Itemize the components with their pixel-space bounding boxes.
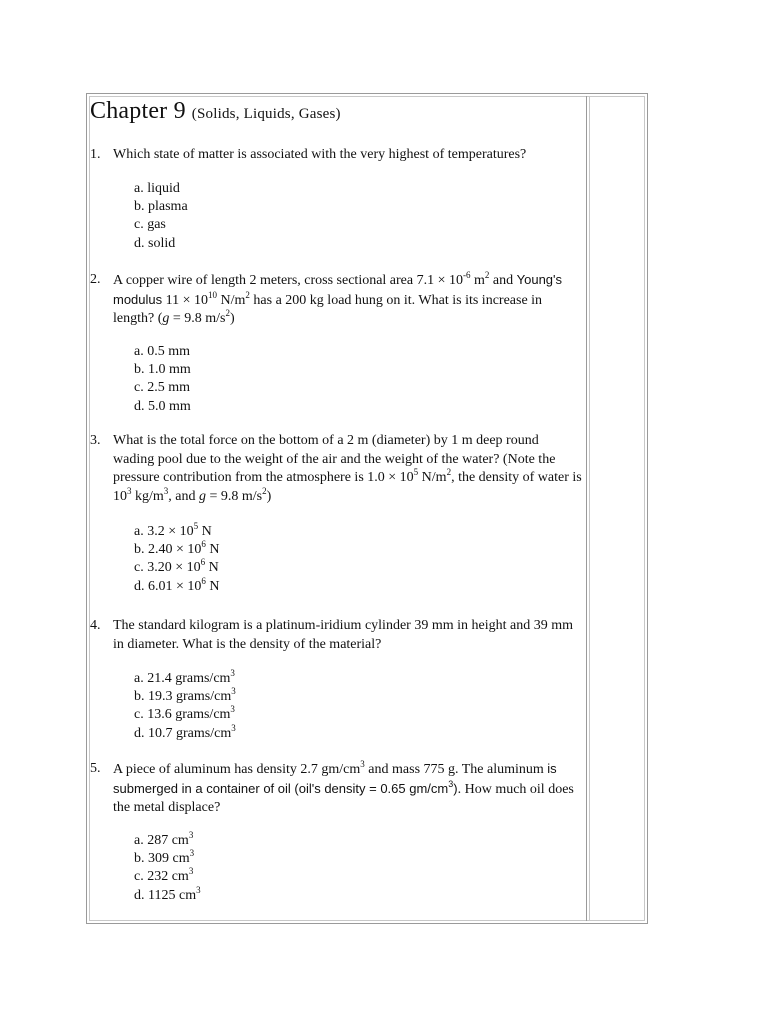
chapter-subtitle: (Solids, Liquids, Gases) (191, 106, 341, 122)
option: a. 287 $cm^3$ (134, 830, 194, 848)
question-text: The standard kilogram is a platinum-iridium cylinder 39 mm in height and 39 mm in diameter. What is the density of the material? (113, 618, 573, 652)
question-number: 3. (90, 433, 101, 448)
chapter-title: Chapter 9 (90, 98, 186, 124)
option: d. $6.01 \times 10^6$ N (134, 575, 220, 594)
question-text: A piece of aluminum has density 2.7 $gm/cm^3$ and mass 775 g. The aluminum is submerged in a container of oil (oil's density = 0.65 $gm/cm^3$). How much oil does the metal displace? (113, 759, 574, 815)
option: c. 232 $cm^3$ (134, 866, 194, 885)
option: c. 2.5 mm (134, 380, 190, 396)
option: b. 19.3 grams/$cm^3$ (134, 686, 236, 705)
question-number: 5. (90, 761, 101, 776)
question-text: What is the total force on the bottom of a 2 m (diameter) by 1 m deep round wading pool due to the weight of the air and the weight of the water? (Note the pressure contribution from the atmosphere is $1.0 \times 10^5$ $N/m^2$, the density of water is $10^3$ $kg/m^3$, and g = 9.8 $m/s^2$) (113, 433, 582, 504)
option: a. $3.2 \times 10^5$ N (134, 521, 212, 539)
question-text: A copper wire of length 2 meters, cross sectional area $7.1 \times 10^{-6}$ $m^2$ and Young's modulus $11 \times 10^{10}$ $N/m^2$ has a 200 kg load hung on it. What is its increase in length? (g = 9.8 $m/s^2$) (113, 270, 563, 326)
option: a. liquid (134, 181, 180, 196)
option: c. 13.6 grams/$cm^3$ (134, 704, 235, 723)
option: d. 10.7 grams/$cm^3$ (134, 722, 236, 741)
question-1-options (134, 180, 188, 253)
option: c. $3.20 \times 10^6$ N (134, 557, 219, 576)
option: b. 309 $cm^3$ (134, 848, 195, 867)
question-3-options (134, 523, 220, 596)
question-text: Which state of matter is associated with the very highest of temperatures? (113, 147, 527, 162)
option: d. solid (134, 235, 176, 251)
right-margin-column (586, 96, 645, 921)
option: d. 1125 $cm^3$ (134, 884, 201, 903)
question-number: 2. (90, 272, 101, 287)
option: a. 21.4 grams/$cm^3$ (134, 668, 235, 686)
question-5-options (134, 832, 201, 905)
question-number: 1. (90, 147, 101, 162)
option: b. plasma (134, 199, 188, 215)
option: a. 0.5 mm (134, 344, 190, 359)
question-number: 4. (90, 618, 101, 633)
question-4-options (134, 670, 236, 743)
option: b. $2.40 \times 10^6$ N (134, 539, 220, 558)
option: d. 5.0 mm (134, 398, 191, 414)
question-2-options (134, 343, 191, 416)
option: c. gas (134, 217, 166, 233)
option: b. 1.0 mm (134, 362, 191, 378)
chapter-heading (90, 98, 341, 125)
